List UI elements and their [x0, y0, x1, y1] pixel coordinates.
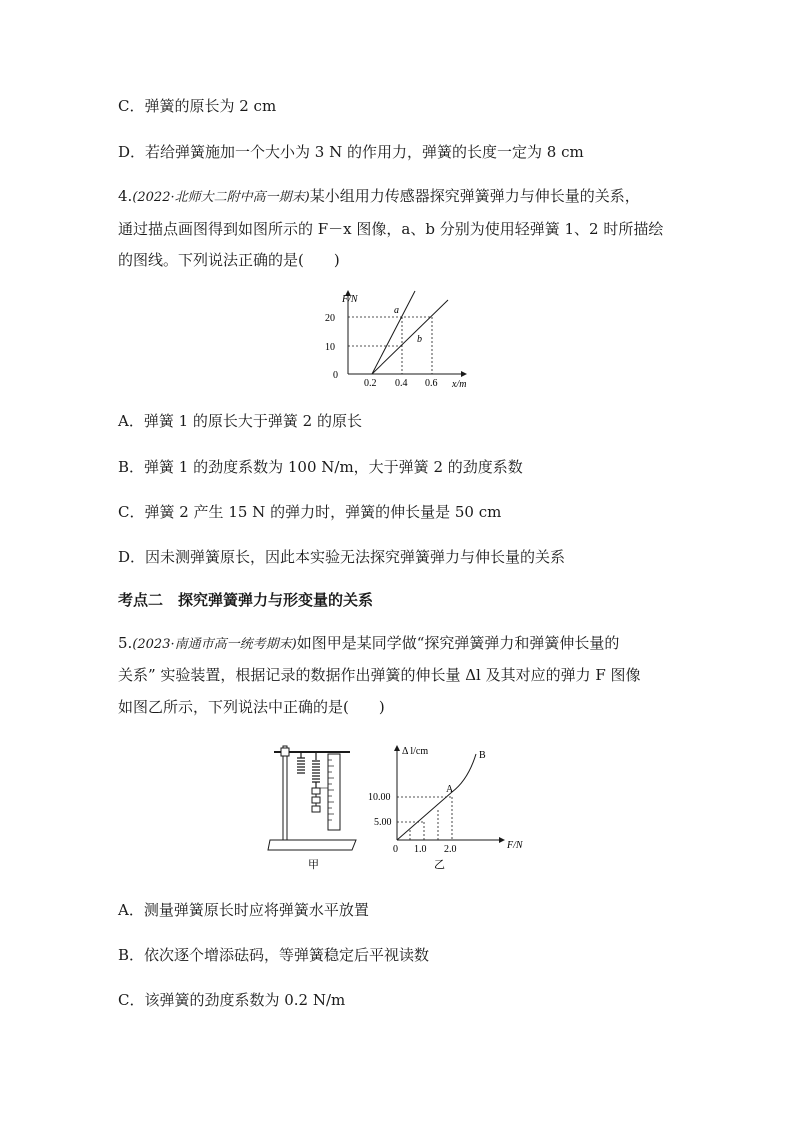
q4-option-b: B．弹簧 1 的劲度系数为 100 N/m，大于弹簧 2 的劲度系数	[118, 458, 523, 476]
q5-number: 5.	[118, 634, 133, 652]
weight-3	[312, 806, 320, 812]
q5-graph-figure	[364, 740, 534, 875]
q4-y-axis-label: F/N	[342, 294, 358, 305]
q4-x-tick-0-6: 0.6	[425, 378, 438, 389]
spring-left	[297, 752, 305, 773]
q4-stem-line1	[118, 186, 640, 208]
q4-line-a	[372, 291, 415, 374]
q5-y-tick-5: 5.00	[374, 817, 392, 828]
q5-option-a: A．测量弹簧原长时应将弹簧水平放置	[118, 901, 369, 919]
q5-guide-lines	[397, 797, 452, 840]
q5-curve	[397, 754, 476, 840]
q4-y-tick-0: 0	[333, 370, 338, 381]
q4-line-b	[372, 300, 448, 374]
weight-1	[312, 788, 320, 794]
q4-x-tick-0-2: 0.2	[364, 378, 377, 389]
q4-y-tick-10: 10	[325, 342, 335, 353]
q5-stem-line3: 如图乙所示，下列说法中正确的是( )	[118, 698, 385, 716]
q5-point-a: A	[446, 784, 454, 795]
q4-stem-line2: 通过描点画图得到如图所示的 F－x 图像，a、b 分别为使用轻弹簧 1、2 时所描绘	[118, 220, 664, 238]
q4-stem-line3: 的图线。下列说法正确的是( )	[118, 251, 340, 269]
ruler	[328, 754, 340, 830]
q3-option-d: D．若给弹簧施加一个大小为 3 N 的作用力，弹簧的长度一定为 8 cm	[118, 143, 584, 161]
q5-point-b: B	[479, 750, 486, 761]
q5-source: (2023·南通市高一统考期末)	[132, 637, 297, 652]
q5-option-b: B．依次逐个增添砝码，等弹簧稳定后平视读数	[118, 946, 430, 964]
caption-yi: 乙	[434, 859, 445, 871]
q5-apparatus-figure	[264, 740, 364, 875]
stand-rod	[283, 746, 287, 840]
q5-stem-line2: 关系” 实验装置，根据记录的数据作出弹簧的伸长量 Δl 及其对应的弹力 F 图像	[118, 666, 641, 684]
q5-stem-line1	[118, 633, 619, 655]
q4-option-d: D．因未测弹簧原长，因此本实验无法探究弹簧弹力与伸长量的关系	[118, 548, 566, 566]
q5-y-tick-0: 0	[393, 844, 398, 855]
q5-x-tick-2: 2.0	[444, 844, 457, 855]
q4-option-a: A．弹簧 1 的原长大于弹簧 2 的原长	[118, 412, 362, 430]
caption-jia: 甲	[308, 859, 319, 871]
q4-label-b: b	[417, 334, 422, 345]
q4-x-axis-label: x/m	[452, 379, 467, 390]
q4-source: (2022·北师大二附中高一期末)	[132, 190, 310, 205]
q4-x-tick-0-4: 0.4	[395, 378, 408, 389]
section-heading: 考点二 探究弹簧弹力与形变量的关系	[118, 591, 374, 609]
q4-y-tick-20: 20	[325, 313, 335, 324]
weight-2	[312, 797, 320, 803]
q5-y-tick-10: 10.00	[368, 792, 391, 803]
q4-label-a: a	[394, 305, 399, 316]
q4-guide-lines	[348, 317, 432, 374]
q5-option-c: C．该弹簧的劲度系数为 0.2 N/m	[118, 991, 346, 1009]
base-plate	[268, 840, 356, 850]
q5-x-tick-1: 1.0	[414, 844, 427, 855]
q4-option-c: C．弹簧 2 产生 15 N 的弹力时，弹簧的伸长量是 50 cm	[118, 503, 502, 521]
q4-number: 4.	[118, 187, 133, 205]
q5-y-axis-label: Δ l/cm	[402, 746, 429, 757]
q5-stem-text1: 如图甲是某同学做“探究弹簧弹力和弹簧伸长量的	[296, 634, 620, 652]
q5-x-axis-label: F/N	[507, 840, 523, 851]
q3-option-c: C．弹簧的原长为 2 cm	[118, 97, 277, 115]
q4-stem-text1: 某小组用力传感器探究弹簧弹力与伸长量的关系，	[309, 187, 640, 205]
q4-figure	[320, 283, 490, 391]
spring-hanging	[312, 752, 320, 788]
